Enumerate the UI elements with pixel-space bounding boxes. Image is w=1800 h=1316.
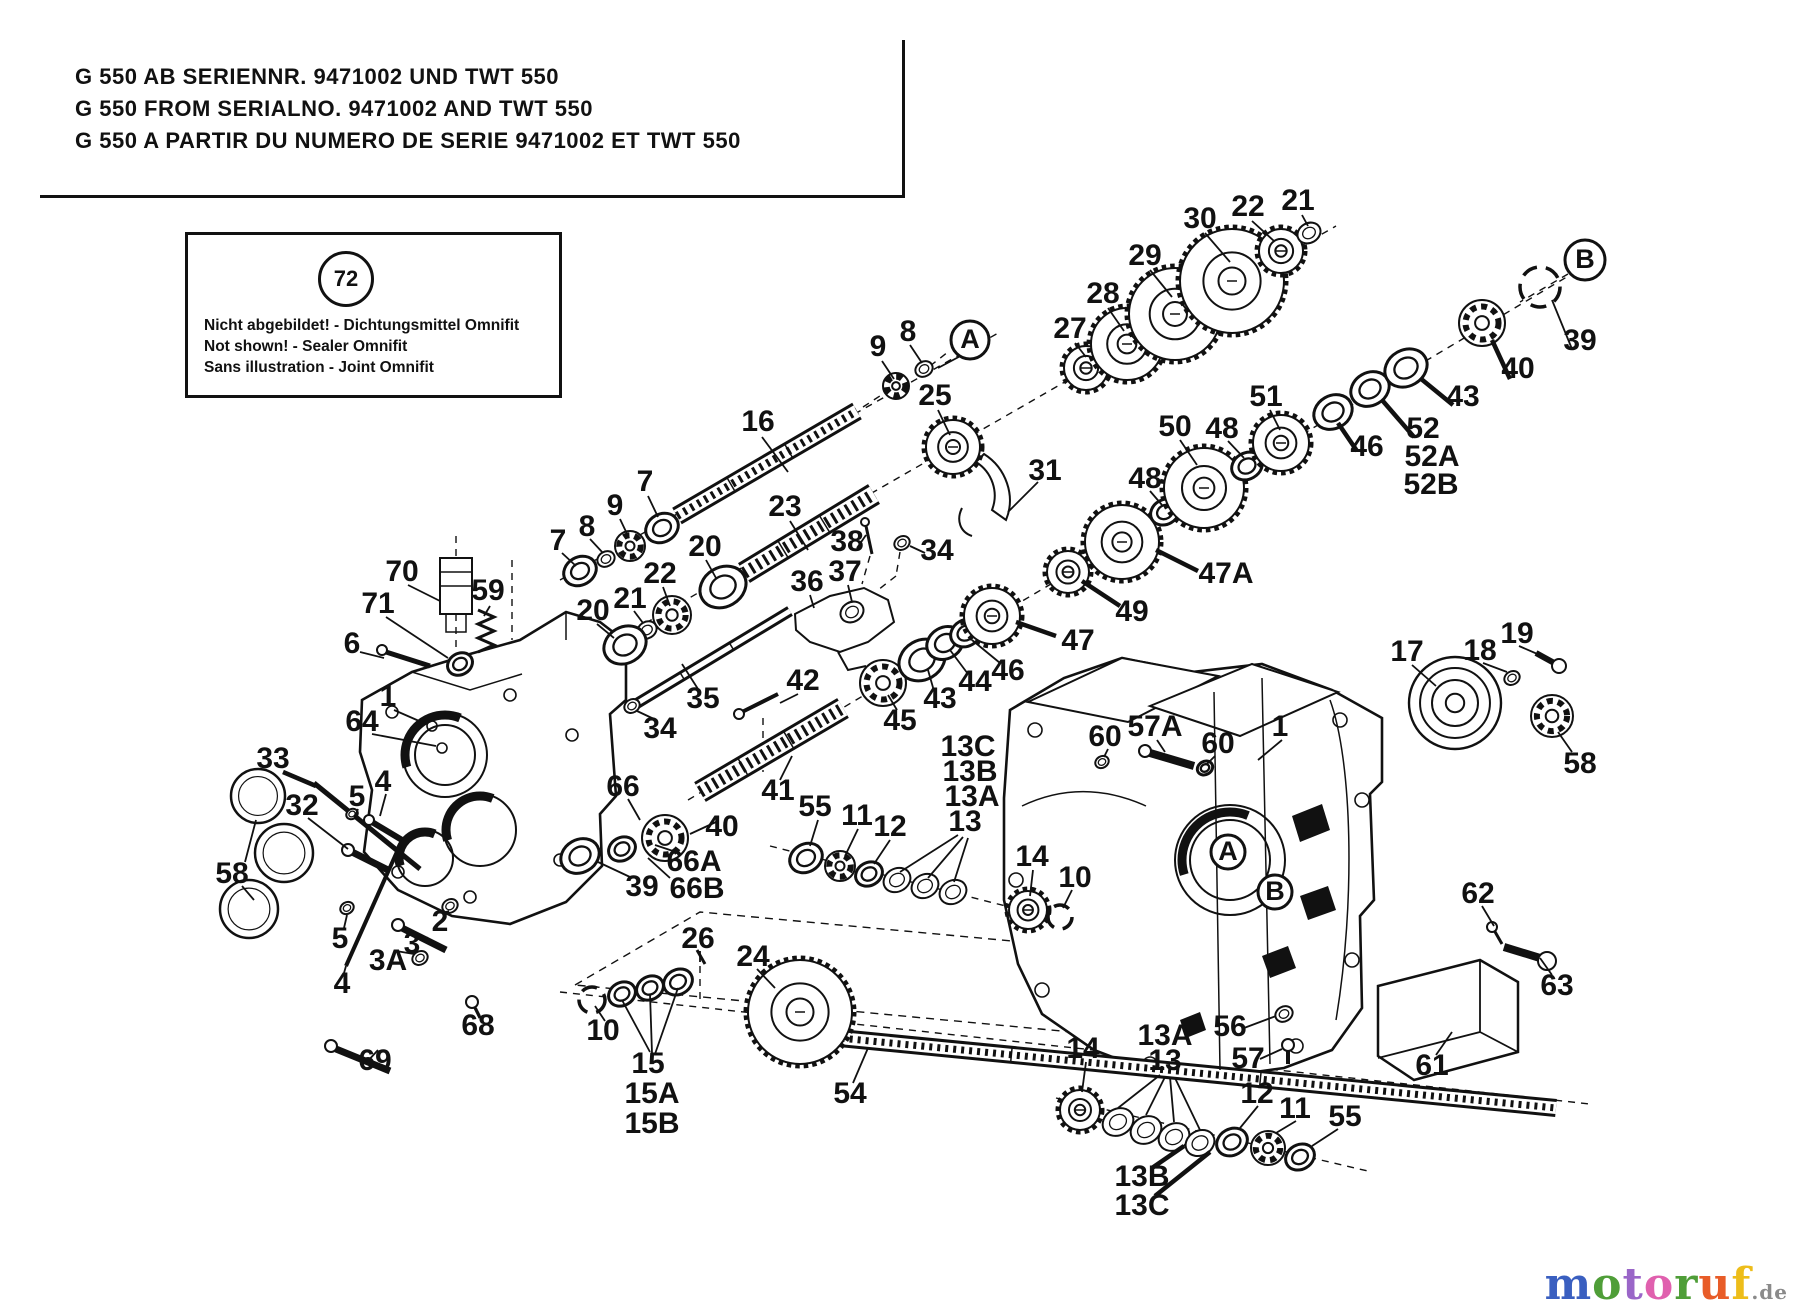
part-label: 44 [958, 664, 992, 698]
detail-part [976, 454, 1010, 520]
part-label: 13B [1114, 1159, 1170, 1193]
assembly-axis [863, 392, 886, 407]
assembly-axis [862, 556, 870, 584]
part-label: 71 [361, 586, 395, 620]
washer [595, 548, 618, 570]
part-label: 68 [461, 1008, 495, 1042]
part-label: 33 [256, 741, 290, 775]
watermark-logo[interactable] [1545, 1259, 1788, 1310]
detail-part [742, 694, 778, 712]
fastener-head [325, 1040, 337, 1052]
part-label: 40 [705, 809, 739, 843]
part-label: 45 [883, 703, 917, 737]
part-label: 13C [940, 729, 996, 763]
part-label: 70 [385, 554, 419, 588]
leader-line [810, 820, 818, 846]
bearing-hub [658, 831, 672, 845]
part-label: 47A [1198, 556, 1254, 590]
watermark-letter: o [1592, 1259, 1623, 1310]
part-label: 4 [374, 764, 392, 798]
title-line-de: G 550 AB SERIENNR. 9471002 UND TWT 550 [75, 64, 560, 89]
fastener-head [364, 815, 374, 825]
part-label: 69 [358, 1043, 392, 1077]
part-label: 10 [1058, 860, 1092, 894]
part-label: 47 [1061, 623, 1095, 657]
leader-line [1082, 581, 1120, 606]
part-label: 11 [1279, 1091, 1311, 1125]
watermark-letter: r [1674, 1259, 1699, 1310]
leader-line [648, 496, 658, 517]
bearing-hub [836, 862, 845, 871]
ring [851, 857, 887, 891]
ring [1212, 1123, 1253, 1162]
part-label: 64 [345, 704, 379, 738]
part-label: 40 [1501, 351, 1535, 385]
part-label: 37 [828, 554, 862, 588]
snap-ring [579, 987, 605, 1013]
view-callout-letter: B [1575, 244, 1595, 275]
part-label: 57 [1231, 1041, 1265, 1075]
part-label: 15 [631, 1046, 665, 1080]
part-label: 31 [1028, 453, 1062, 487]
assembly-axis [896, 552, 900, 576]
leader-line [622, 1000, 650, 1052]
part-label: 21 [613, 581, 647, 615]
detail-part [838, 652, 866, 670]
part-label: 34 [643, 711, 677, 745]
leader-line [1175, 1078, 1200, 1130]
part-label: 60 [1088, 719, 1122, 753]
detail-part [386, 652, 430, 666]
part-label: 23 [768, 489, 802, 523]
part-label: 62 [1461, 876, 1495, 910]
washer [907, 869, 943, 903]
part-label: 15A [624, 1076, 680, 1110]
detail-part [959, 508, 972, 536]
part-label: 51 [1249, 379, 1283, 413]
part-label: 66B [669, 871, 725, 905]
part-label: 36 [790, 564, 824, 598]
part-label: 63 [1540, 968, 1574, 1002]
ring [784, 837, 827, 878]
watermark-letter: o [1643, 1259, 1675, 1310]
part-label: 24 [736, 939, 770, 973]
view-callout-letter: B [1265, 876, 1285, 907]
part-label: 16 [741, 404, 775, 438]
part-label: 7 [549, 523, 567, 557]
part-label: 3 [403, 926, 421, 960]
washer [892, 533, 912, 552]
assembly-axis [878, 576, 896, 590]
part-label: 52B [1403, 467, 1459, 501]
part-label: 22 [643, 556, 677, 590]
part-label: 10 [586, 1013, 620, 1047]
part-label: 55 [798, 789, 832, 823]
part-label: 15B [624, 1106, 680, 1140]
part-label: 66 [606, 769, 640, 803]
part-label: 13 [948, 804, 982, 838]
bearing-hub [1263, 1143, 1273, 1153]
part-label: 61 [1415, 1048, 1449, 1082]
part-label: 3A [368, 943, 408, 977]
part-label: 39 [1563, 323, 1597, 357]
part-label: 1 [379, 679, 397, 713]
part-label: 34 [920, 533, 954, 567]
part-label: 58 [1563, 746, 1597, 780]
part-label: 2 [431, 904, 449, 938]
part-label: 8 [899, 314, 917, 348]
bearing-hub [1546, 710, 1559, 723]
bearing-hub [626, 542, 635, 551]
part-label: 48 [1205, 411, 1239, 445]
leader-line [845, 829, 858, 856]
note-line-fr: Sans illustration - Joint Omnifit [204, 359, 434, 376]
part-label: 42 [786, 663, 820, 697]
part-label: 38 [830, 524, 864, 558]
part-label: 60 [1201, 726, 1235, 760]
detail-part [1494, 930, 1502, 944]
watermark-word [1545, 1259, 1752, 1310]
part-label: 7 [636, 464, 654, 498]
watermark-letter: m [1544, 1259, 1593, 1310]
part-label: 13C [1114, 1188, 1170, 1222]
washer [338, 900, 356, 917]
part-label: 5 [331, 921, 349, 955]
part-label: 11 [841, 798, 873, 832]
part-label: 49 [1115, 594, 1149, 628]
fastener-head [1282, 1039, 1294, 1051]
fastener-head [734, 709, 744, 719]
part-label: 14 [1066, 1031, 1100, 1065]
note-line-de: Nicht abgebildet! - Dichtungsmittel Omnifit [204, 317, 520, 334]
note-line-en: Not shown! - Sealer Omnifit [204, 338, 408, 355]
part-label: 9 [869, 329, 887, 363]
part-label: 12 [873, 809, 907, 843]
part-label: 46 [1350, 429, 1384, 463]
part-label: 32 [285, 788, 319, 822]
part-label: 41 [761, 773, 795, 807]
leader-line [650, 994, 652, 1053]
leader-line [1016, 622, 1056, 636]
part-label: 52A [1404, 439, 1460, 473]
part-label: 30 [1183, 201, 1217, 235]
ring [659, 964, 697, 1000]
part-label: 1 [1271, 709, 1289, 743]
view-callout-letter: A [960, 324, 980, 355]
washer [913, 358, 936, 380]
fastener-head [1552, 659, 1566, 673]
ring [604, 977, 640, 1011]
fastener-head [1139, 745, 1151, 757]
part-label: 19 [1500, 616, 1534, 650]
part-label: 50 [1158, 409, 1192, 443]
part-label: 13A [944, 779, 1000, 813]
part-label: 57A [1127, 709, 1183, 743]
fastener-head [392, 919, 404, 931]
part-label: 13A [1137, 1018, 1193, 1052]
bearing-hub [666, 609, 677, 620]
part-label: 25 [918, 378, 952, 412]
part-label: 56 [1213, 1009, 1247, 1043]
title-line-fr: G 550 A PARTIR DU NUMERO DE SERIE 9471002 ET TWT 550 [75, 128, 741, 153]
detail-part [1504, 947, 1540, 958]
part-label: 46 [991, 653, 1025, 687]
leader-line [1170, 1077, 1174, 1122]
part-label: 52 [1406, 411, 1440, 445]
fastener-head [377, 645, 387, 655]
part-label: 18 [1463, 633, 1497, 667]
part-label: 58 [215, 856, 249, 890]
note-number-callout: 72 [318, 251, 374, 307]
bearing-hub [1475, 316, 1489, 330]
part-label: 21 [1281, 183, 1315, 217]
part-label: 8 [578, 509, 596, 543]
washer [879, 863, 915, 897]
part-label: 39 [625, 869, 659, 903]
part-label: 22 [1231, 189, 1265, 223]
part-label: 4 [333, 966, 351, 1000]
part-label: 29 [1128, 238, 1162, 272]
part-label: 54 [833, 1076, 867, 1110]
leader-line [1118, 1075, 1160, 1108]
part-label: 6 [343, 626, 361, 660]
watermark-letter: f [1731, 1259, 1752, 1310]
leader-line [1156, 550, 1198, 571]
watermark-letter: u [1698, 1259, 1732, 1310]
part-label: 27 [1053, 311, 1087, 345]
part-label: 43 [1446, 379, 1480, 413]
part-label: 5 [348, 779, 366, 813]
part-label: 35 [686, 681, 720, 715]
bearing-hub [892, 382, 900, 390]
view-callout-letter: A [1218, 836, 1238, 867]
title-line-en: G 550 FROM SERIALNO. 9471002 AND TWT 550 [75, 96, 593, 121]
leader-line [874, 840, 890, 864]
part-label: 9 [606, 488, 624, 522]
detail-part [866, 526, 872, 554]
watermark-suffix: .de [1751, 1280, 1788, 1304]
part-label: 66A [666, 844, 722, 878]
part-label: 13B [942, 754, 998, 788]
part-label: 28 [1086, 276, 1120, 310]
part-label: 14 [1015, 839, 1049, 873]
fastener-head [466, 996, 478, 1008]
part-label: 20 [576, 593, 610, 627]
watermark-letter: t [1622, 1259, 1644, 1310]
detail-part [478, 610, 494, 652]
part-label: 55 [1328, 1099, 1362, 1133]
part-label: 26 [681, 921, 715, 955]
part-label: 43 [923, 681, 957, 715]
leader-line [386, 617, 448, 658]
ring [604, 832, 640, 866]
leader-line [308, 818, 348, 849]
washer [935, 875, 971, 909]
part-label: 59 [471, 573, 505, 607]
part-label: 13 [1148, 1043, 1182, 1077]
part-label: 12 [1240, 1076, 1274, 1110]
part-label: 48 [1128, 461, 1162, 495]
bearing-hub [876, 676, 890, 690]
part-label: 17 [1390, 634, 1424, 668]
part-label: 20 [688, 529, 722, 563]
pulley-hub [1446, 694, 1464, 712]
